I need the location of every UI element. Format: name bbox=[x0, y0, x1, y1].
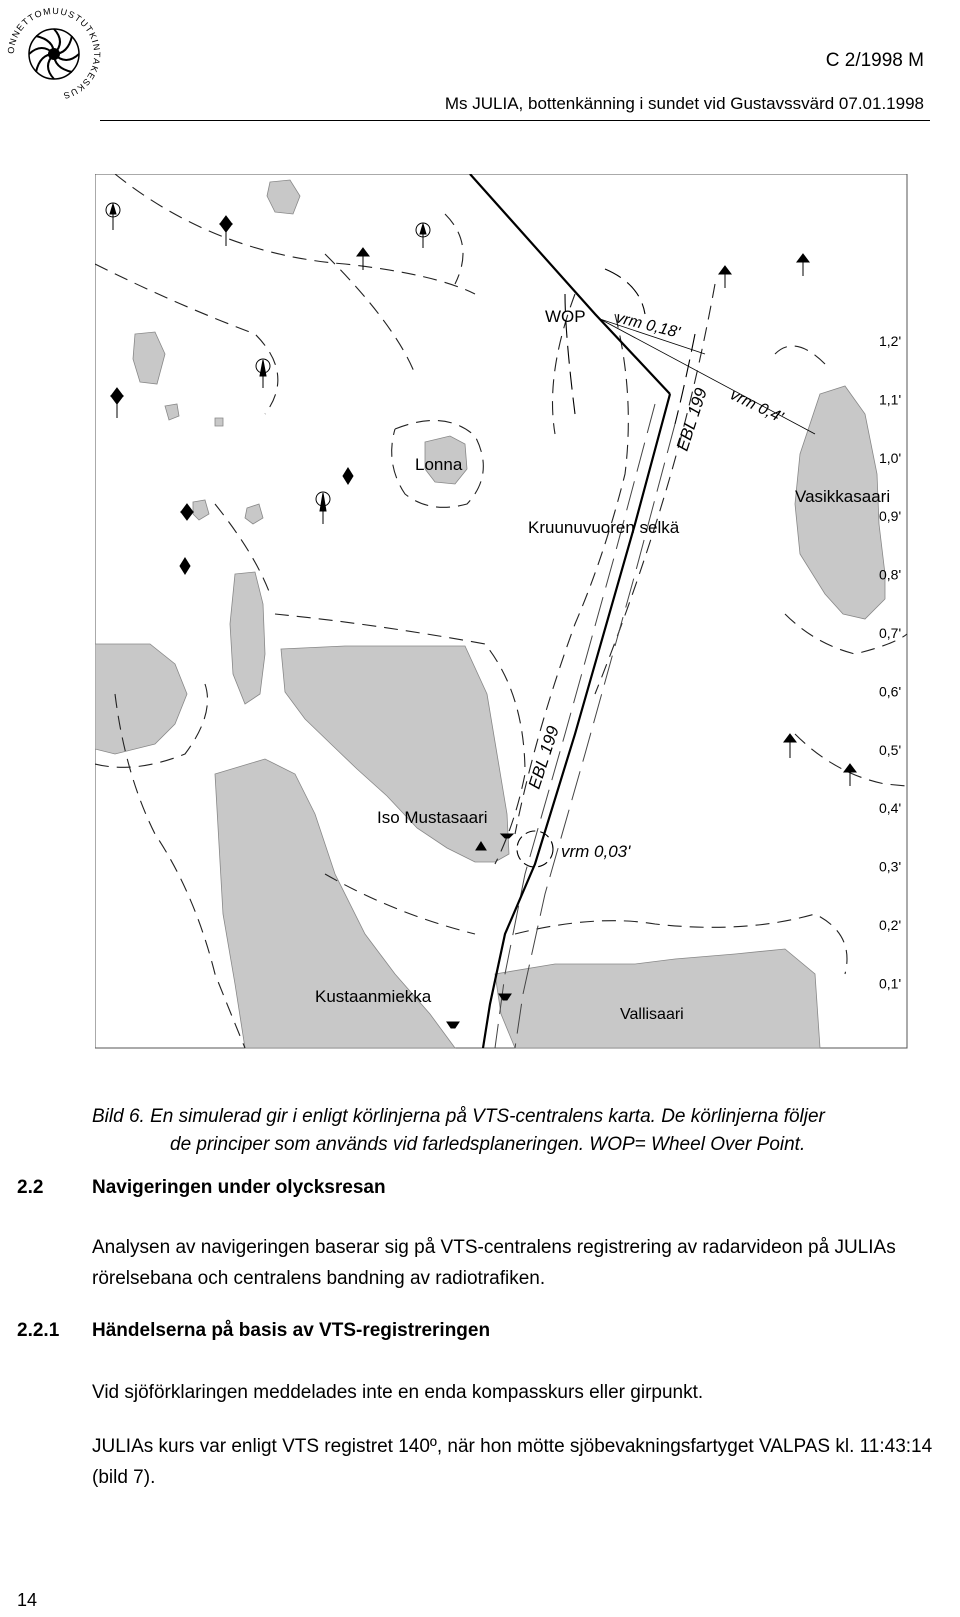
label-ebl-199-bottom: EBL 199 bbox=[524, 723, 563, 792]
islet-6 bbox=[215, 418, 223, 426]
label-vasikkasaari: Vasikkasaari bbox=[795, 487, 891, 506]
vts-map-figure bbox=[95, 174, 937, 1084]
label-wop: WOP bbox=[545, 307, 586, 326]
label-vrm-003: vrm 0,03' bbox=[561, 842, 631, 861]
document-id: C 2/1998 M bbox=[825, 50, 924, 71]
label-vrm-018: vrm 0,18' bbox=[614, 309, 682, 342]
scale-label: 1,2' bbox=[879, 333, 902, 349]
label-iso-mustasaari: Iso Mustasaari bbox=[377, 808, 488, 827]
caption-line-2: de principer som används vid farledsplaneringen. WOP= Wheel Over Point. bbox=[170, 1134, 806, 1155]
scale-label: 0,1' bbox=[879, 975, 902, 992]
label-kruunuvuoren: Kruunuvuoren selkä bbox=[528, 518, 680, 537]
figure-caption bbox=[92, 1103, 952, 1159]
page-number: 14 bbox=[17, 1590, 38, 1610]
scale-label: 0,2' bbox=[879, 917, 902, 933]
section-number: 2.2 bbox=[17, 1177, 44, 1198]
label-lonna: Lonna bbox=[415, 455, 463, 474]
scale-label: 0,7' bbox=[879, 625, 902, 641]
scale-label: 0,9' bbox=[879, 508, 902, 525]
subsection-paragraph-2: JULIAs kurs var enligt VTS registret 140º, när hon mötte sjöbevakningsfartyget VALPAS kl. 11:43:14 (bild 7). bbox=[92, 1436, 933, 1488]
label-ebl-199-top: EBL 199 bbox=[672, 385, 711, 454]
logo-text: ONNETTOMUUSTUTKINTAKESKUS bbox=[6, 6, 102, 102]
section-paragraph: Analysen av navigeringen baserar sig på VTS-centralens registrering av radarvideon på JULIAs rörelsebana och centralens bandning av radiotrafiken. bbox=[92, 1237, 896, 1289]
scale-label: 0,5' bbox=[879, 741, 902, 758]
subsection-paragraph-1: Vid sjöförklaringen meddelades inte en enda kompasskurs eller girpunkt. bbox=[92, 1382, 704, 1403]
section-heading: Navigeringen under olycksresan bbox=[92, 1177, 386, 1198]
caption-line-1: Bild 6. En simulerad gir i enligt körlinjerna på VTS-centralens karta. De körlinjerna följer bbox=[92, 1106, 825, 1127]
scale-label: 0,8' bbox=[879, 566, 902, 583]
scale-label: 0,6' bbox=[879, 683, 902, 700]
scale-label: 0,3' bbox=[879, 858, 902, 875]
subsection-heading: Händelserna på basis av VTS-registreringen bbox=[92, 1320, 491, 1341]
agency-logo bbox=[6, 6, 102, 102]
label-vallisaari: Vallisaari bbox=[620, 1006, 684, 1023]
scale-label: 0,4' bbox=[879, 800, 902, 817]
scale-label: 1,1' bbox=[879, 391, 902, 408]
document-subtitle: Ms JULIA, bottenkänning i sundet vid Gustavssvärd 07.01.1998 bbox=[444, 94, 924, 113]
label-kustaanmiekka: Kustaanmiekka bbox=[315, 987, 432, 1006]
scale-label: 1,0' bbox=[879, 449, 902, 466]
subsection-number: 2.2.1 bbox=[17, 1320, 60, 1341]
header-rule bbox=[100, 120, 930, 121]
label-vrm-04: vrm 0,4' bbox=[727, 386, 786, 427]
map-frame bbox=[95, 174, 907, 1048]
